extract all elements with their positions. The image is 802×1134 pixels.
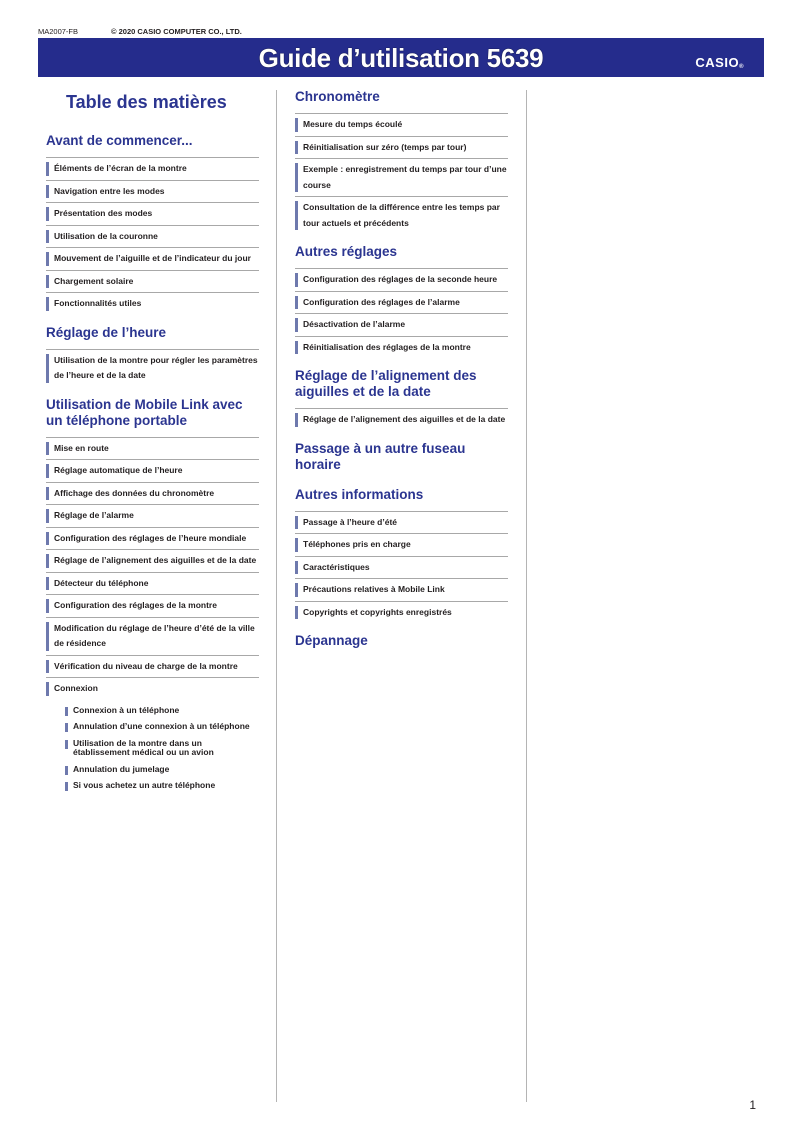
toc-title: Table des matières [66, 92, 227, 112]
toc-link[interactable]: Désactivation de l’alarme [295, 313, 508, 336]
column-divider [526, 90, 527, 1102]
toc-link[interactable]: Réinitialisation sur zéro (temps par tour) [295, 136, 508, 159]
toc-link[interactable]: Chargement solaire [46, 270, 259, 293]
toc-link[interactable]: Consultation de la différence entre les temps par tour actuels et précédents [295, 196, 508, 234]
section-heading[interactable]: Avant de commencer... [46, 133, 193, 148]
toc-link[interactable]: Fonctionnalités utiles [46, 292, 259, 315]
toc-link[interactable]: Détecteur du téléphone [46, 572, 259, 595]
section-list [295, 511, 508, 624]
section-heading[interactable]: Chronomètre [295, 89, 380, 104]
section-heading[interactable]: Réglage de l’alignement des aiguilles et de la date [295, 368, 477, 399]
toc-link[interactable]: Précautions relatives à Mobile Link [295, 578, 508, 601]
toc-link[interactable]: Réglage de l’alignement des aiguilles et de la date [46, 549, 259, 572]
toc-link[interactable]: Configuration des réglages de la montre [46, 594, 259, 617]
section-heading[interactable]: Dépannage [295, 633, 368, 648]
casio-logo [695, 55, 744, 70]
section-list [295, 113, 508, 234]
toc-link[interactable]: Réglage de l’alignement des aiguilles et de la date [295, 408, 508, 431]
toc-link[interactable]: Téléphones pris en charge [295, 533, 508, 556]
toc-link[interactable]: Connexion [46, 677, 259, 700]
toc-link[interactable]: Passage à l’heure d’été [295, 511, 508, 534]
toc-sublink[interactable]: Connexion à un téléphone [65, 706, 259, 716]
registered-mark: ® [739, 64, 744, 70]
toc-sublink[interactable]: Annulation du jumelage [65, 765, 259, 775]
toc-link[interactable]: Configuration des réglages de l’heure mondiale [46, 527, 259, 550]
document-title: Guide d’utilisation 5639 [258, 43, 544, 73]
toc-link[interactable]: Exemple : enregistrement du temps par tour d’une course [295, 158, 508, 196]
section-heading[interactable]: Réglage de l’heure [46, 324, 167, 340]
logo-text: CASIO [695, 55, 740, 70]
title-banner [38, 38, 764, 77]
toc-link[interactable]: Vérification du niveau de charge de la montre [46, 655, 259, 678]
section-heading[interactable]: Autres informations [295, 486, 424, 502]
section-list [295, 408, 508, 431]
toc-sublink[interactable]: Si vous achetez un autre téléphone [65, 781, 259, 791]
section-list [46, 349, 259, 387]
toc-link[interactable]: Éléments de l’écran de la montre [46, 157, 259, 180]
toc-link[interactable]: Réglage automatique de l’heure [46, 459, 259, 482]
toc-link[interactable]: Affichage des données du chronomètre [46, 482, 259, 505]
toc-link[interactable]: Mouvement de l’aiguille et de l’indicateur du jour [46, 247, 259, 270]
section-heading[interactable]: Utilisation de Mobile Link avec un téléphone portable [46, 396, 243, 428]
toc-link[interactable]: Présentation des modes [46, 202, 259, 225]
section-list [46, 157, 259, 315]
section-heading[interactable]: Autres réglages [295, 244, 398, 259]
toc-link[interactable]: Caractéristiques [295, 556, 508, 579]
toc-link[interactable]: Mesure du temps écoulé [295, 113, 508, 136]
toc-link[interactable]: Utilisation de la montre pour régler les paramètres de l’heure et de la date [46, 349, 259, 387]
toc-link[interactable]: Modification du réglage de l’heure d’été de la ville de résidence [46, 617, 259, 655]
section-heading[interactable]: Passage à un autre fuseau horaire [295, 440, 466, 472]
toc-link[interactable]: Configuration des réglages de l’alarme [295, 291, 508, 314]
toc-link[interactable]: Navigation entre les modes [46, 180, 259, 203]
toc-link[interactable]: Copyrights et copyrights enregistrés [295, 601, 508, 624]
page-number: 1 [749, 1098, 756, 1112]
copyright-notice: © 2020 CASIO COMPUTER CO., LTD. [111, 27, 242, 36]
toc-link[interactable]: Mise en route [46, 437, 259, 460]
section-list [46, 437, 259, 791]
toc-sublink[interactable]: Annulation d’une connexion à un téléphone [65, 722, 259, 732]
toc-column-right [295, 89, 508, 663]
toc-link[interactable]: Utilisation de la couronne [46, 225, 259, 248]
section-list [295, 268, 508, 358]
document-code: MA2007-FB [38, 27, 79, 36]
toc-sublist [65, 706, 259, 791]
toc-sublink[interactable]: Utilisation de la montre dans un établissement médical ou un avion [65, 739, 259, 758]
toc-link[interactable]: Réglage de l’alarme [46, 504, 259, 527]
toc-link[interactable]: Réinitialisation des réglages de la montre [295, 336, 508, 359]
toc-column-left [46, 133, 259, 801]
column-divider [276, 90, 277, 1102]
toc-link[interactable]: Configuration des réglages de la seconde heure [295, 268, 508, 291]
